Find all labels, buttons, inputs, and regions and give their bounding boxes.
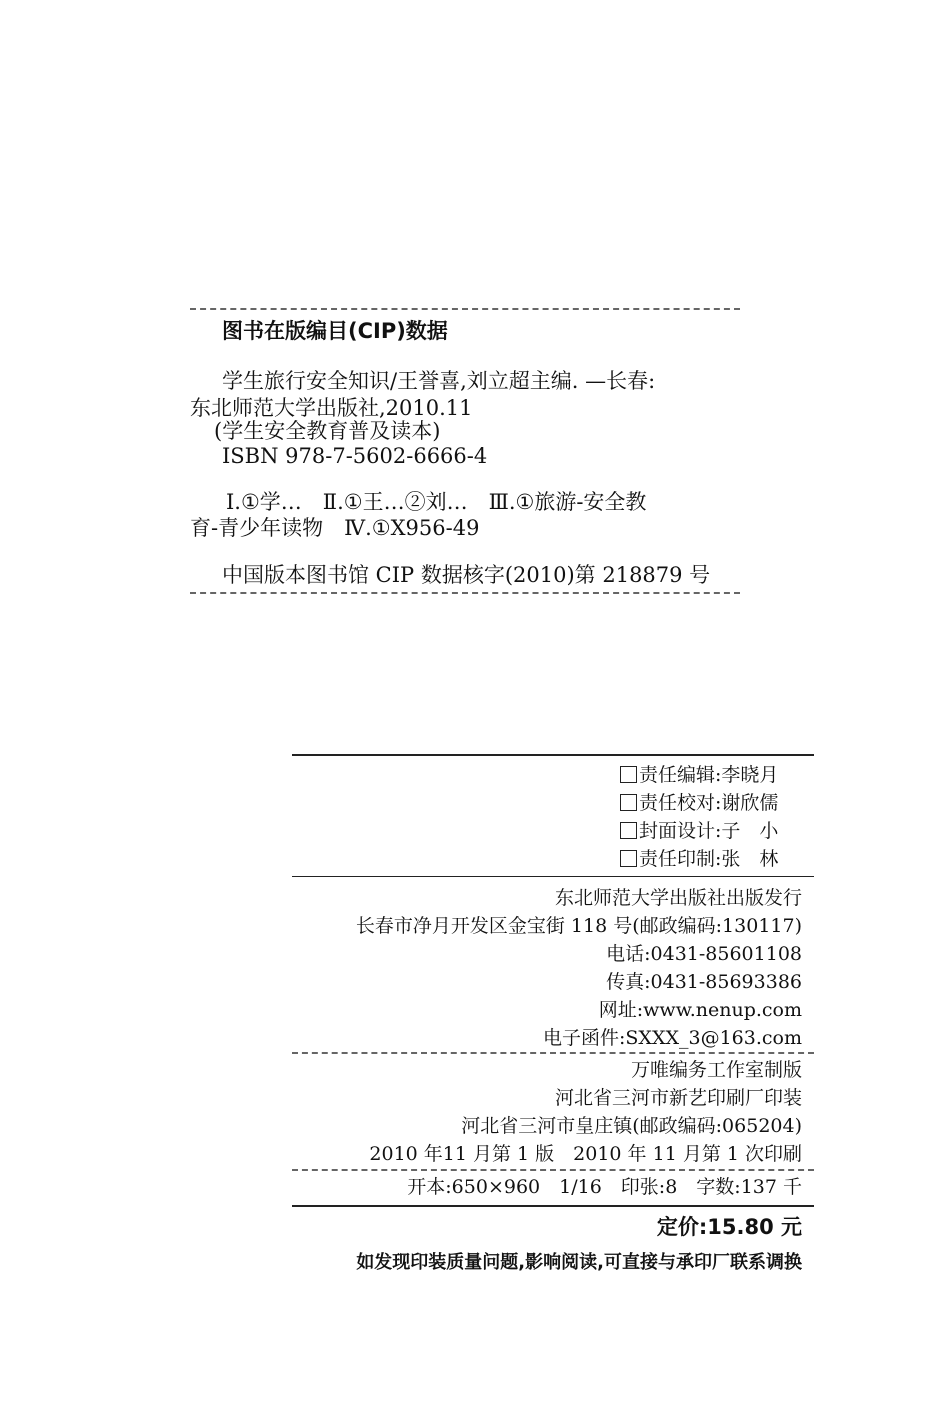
price-line: 定价:15.80 元 (656, 1215, 802, 1239)
colophon-top-rule (292, 754, 814, 756)
staff-print-supervisor: 责任印制:张 林 (620, 846, 820, 872)
cip-bottom-divider (190, 592, 740, 594)
cip-top-divider (190, 308, 740, 310)
staff-bottom-rule (292, 876, 814, 877)
publisher-address: 长春市净月开发区金宝街 118 号(邮政编码:130117) (355, 915, 802, 937)
staff-name: 谢欣儒 (721, 792, 779, 814)
staff-proofreader: 责任校对:谢欣儒 (620, 790, 820, 816)
staff-role: 封面设计 (639, 820, 716, 842)
staff-role: 责任印制 (639, 848, 716, 870)
cip-classification-line-2: 育-青少年读物 Ⅳ.①X956-49 (190, 516, 480, 540)
checkbox-icon (620, 850, 637, 867)
checkbox-icon (620, 794, 637, 811)
staff-role: 责任编辑 (639, 764, 716, 786)
typesetting-line: 万唯编务工作室制版 (630, 1059, 802, 1081)
printer-address-line: 河北省三河市皇庄镇(邮政编码:065204) (461, 1115, 802, 1137)
specs-bottom-rule (292, 1205, 814, 1207)
checkbox-icon (620, 766, 637, 783)
specs-line: 开本:650×960 1/16 印张:8 字数:137 千 (407, 1176, 802, 1198)
publisher-website: 网址:www.nenup.com (598, 999, 802, 1021)
printer-line: 河北省三河市新艺印刷厂印装 (554, 1087, 802, 1109)
cip-series-line: (学生安全教育普及读本) (214, 419, 441, 443)
checkbox-icon (620, 822, 637, 839)
staff-name: 张 林 (721, 848, 779, 870)
publisher-name: 东北师范大学出版社出版发行 (554, 887, 802, 909)
cip-publisher-line: 东北师范大学出版社,2010.11 (190, 396, 473, 420)
publisher-bottom-divider (292, 1052, 814, 1054)
cip-heading: 图书在版编目(CIP)数据 (222, 319, 448, 343)
cip-classification-line-1: Ⅰ.①学… Ⅱ.①王…②刘… Ⅲ.①旅游-安全教 (226, 490, 647, 514)
cip-isbn-line: ISBN 978-7-5602-6666-4 (222, 444, 488, 468)
publisher-fax: 传真:0431-85693386 (606, 971, 802, 993)
staff-name: 李晓月 (721, 764, 779, 786)
cip-number-line: 中国版本图书馆 CIP 数据核字(2010)第 218879 号 (222, 563, 711, 587)
cip-title-line: 学生旅行安全知识/王誉喜,刘立超主编. —长春: (222, 369, 656, 393)
publisher-email: 电子函件:SXXX_3@163.com (543, 1027, 802, 1049)
staff-cover-designer: 封面设计:子 小 (620, 818, 820, 844)
staff-editor: 责任编辑:李晓月 (620, 762, 820, 788)
staff-role: 责任校对 (639, 792, 716, 814)
edition-line: 2010 年11 月第 1 版 2010 年 11 月第 1 次印刷 (369, 1143, 802, 1165)
quality-notice: 如发现印装质量问题,影响阅读,可直接与承印厂联系调换 (356, 1252, 802, 1273)
publisher-phone: 电话:0431-85601108 (606, 943, 802, 965)
staff-name: 子 小 (721, 820, 779, 842)
edition-bottom-divider (292, 1169, 814, 1171)
